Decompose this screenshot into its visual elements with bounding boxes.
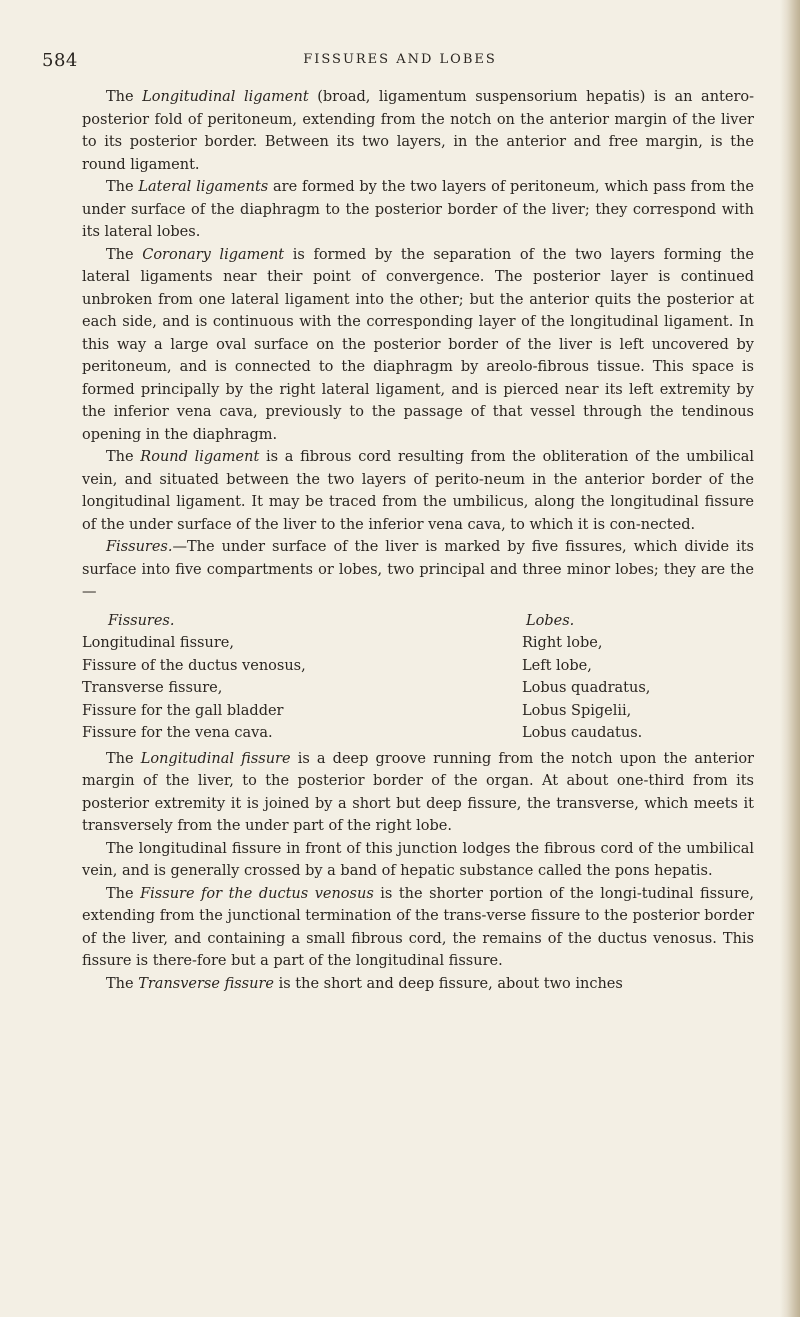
paragraph-round-ligament: The Round ligament is a fibrous cord resulting from the obliteration of the umbilical vein, and situated between the two layers of perito-neum in the anterior border of the longitudinal ligament. It may be traced from the umbilicus, along the longitudinal fissure of the under surface of the liver to the inferior vena cava, to which it is con-nected.: [82, 449, 754, 533]
fissures-lobes-table: [82, 610, 754, 745]
list-item: Lobus Spigelii,: [522, 702, 632, 719]
page-edge-shadow: [780, 0, 800, 1317]
paragraph-pons-hepatis: The longitudinal fissure in front of this junction lodges the fibrous cord of the umbilical vein, and is generally crossed by a band of hepatic substance called the pons hepatis.: [82, 840, 754, 879]
paragraph-coronary-ligament: The Coronary ligament is formed by the separation of the two layers forming the lateral ligaments near their point of convergence. The posterior layer is continued unbroken from one lateral ligament into the other; but the anterior quits the posterior at each side, and is continuous with the corresponding layer of the longitudinal ligament. In this way a large oval surface on the posterior border of the liver is left uncovered by peritoneum, and is connected to the diaphragm by areolo-fibrous tissue. This space is formed principally by the right lateral ligament, and is pierced near its left extremity by the inferior vena cava, previously to the passage of that vessel through the tendinous opening in the diaphragm.: [82, 246, 755, 443]
lobes-column: [522, 610, 742, 745]
fissures-heading: Fissures.: [108, 612, 175, 629]
paragraph-ductus-venosus: The Fissure for the ductus venosus is the shorter portion of the longi-tudinal fissure, extending from the junctional termination of the trans-verse fissure to the posterior border of the liver, and containing a small fibrous cord, the remains of the ductus venosus. This fissure is there-fore but a part of the longitudinal fissure.: [82, 885, 754, 969]
paragraph-longitudinal-ligament: The Longitudinal ligament (broad, ligamentum suspensorium hepatis) is an antero-posterior fold of peritoneum, extending from the notch on the anterior margin of the liver to its posterior border. Between its two layers, in the anterior and free margin, is the round ligament.: [82, 89, 754, 173]
lobes-heading: Lobes.: [526, 612, 575, 629]
page-number: 584: [42, 50, 78, 71]
list-item: Left lobe,: [522, 657, 592, 674]
paragraph-longitudinal-fissure: The Longitudinal fissure is a deep groove running from the notch upon the anterior margin of the liver, to the posterior border of the organ. At about one-third from its posterior extremity it is joined by a short but deep fissure, the transverse, which meets it transversely from the under part of the right lobe.: [82, 750, 754, 834]
list-item: Fissure of the ductus venosus,: [82, 657, 306, 674]
list-item: Fissure for the vena cava.: [82, 725, 273, 741]
list-item: Fissure for the gall bladder: [82, 702, 284, 719]
paragraph-lateral-ligaments: The Lateral ligaments are formed by the two layers of peritoneum, which pass from the under surface of the diaphragm to the posterior border of the liver; they correspond with its lateral lobes.: [82, 179, 754, 240]
body-text: [82, 86, 754, 995]
paragraph-transverse-fissure: The Transverse fissure is the short and deep fissure, about two inches: [106, 975, 623, 992]
running-head: FISSURES AND LOBES: [303, 52, 497, 67]
fissures-column: [82, 610, 342, 745]
list-item: Longitudinal fissure,: [82, 635, 234, 651]
paragraph-fissures-intro: Fissures.—The under surface of the liver is marked by five fissures, which divide its surface into five compartments or lobes, two principal and three minor lobes; they are the—: [82, 539, 754, 600]
list-item: Lobus quadratus,: [522, 680, 651, 696]
list-item: Lobus caudatus.: [522, 725, 643, 741]
list-item: Right lobe,: [522, 635, 603, 651]
list-item: Transverse fissure,: [82, 680, 223, 696]
